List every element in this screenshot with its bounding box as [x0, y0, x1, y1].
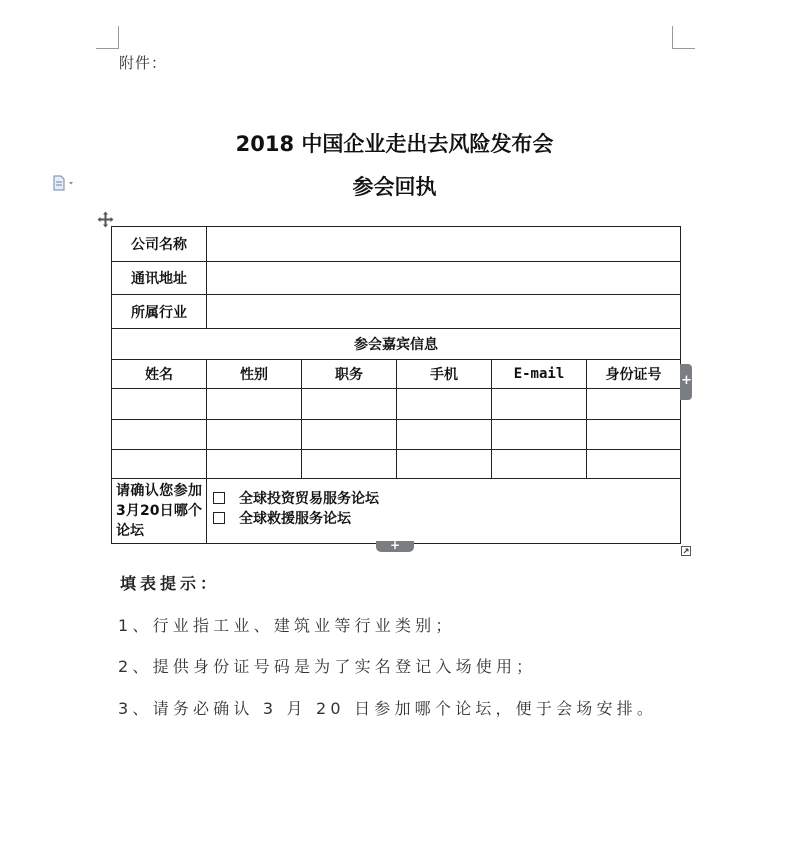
guest-cell[interactable]	[492, 420, 587, 450]
table-row	[112, 450, 681, 479]
guest-cell[interactable]	[112, 450, 207, 479]
page-corner-top-left	[96, 26, 119, 49]
column-header-name: 姓名	[112, 360, 207, 389]
plus-icon: +	[390, 538, 401, 552]
table-resize-icon[interactable]	[681, 541, 691, 551]
guest-cell[interactable]	[302, 450, 397, 479]
column-header-email: E-mail	[492, 360, 587, 389]
forum-option-investment[interactable]	[207, 489, 680, 509]
guest-cell[interactable]	[207, 389, 302, 420]
plus-icon: +	[681, 373, 692, 388]
forum-option-label: 全球投资贸易服务论坛	[239, 491, 379, 507]
attachment-label: 附件：	[119, 54, 168, 72]
guest-section-title: 参会嘉宾信息	[112, 329, 681, 360]
registration-form-table	[111, 226, 681, 544]
guest-cell[interactable]	[587, 450, 681, 479]
guest-cell[interactable]	[397, 389, 492, 420]
address-label: 通讯地址	[112, 262, 207, 295]
forum-option-label: 全球救援服务论坛	[239, 511, 351, 527]
industry-label: 所属行业	[112, 295, 207, 329]
guest-cell[interactable]	[207, 450, 302, 479]
guest-cell[interactable]	[302, 389, 397, 420]
document-subtitle: 参会回执	[352, 175, 437, 199]
column-header-id-number: 身份证号	[587, 360, 681, 389]
page-corner-top-right	[672, 26, 695, 49]
notes-title: 填表提示：	[120, 574, 221, 593]
guest-cell[interactable]	[492, 450, 587, 479]
guest-cell[interactable]	[207, 420, 302, 450]
guest-cell[interactable]	[492, 389, 587, 420]
column-header-position: 职务	[302, 360, 397, 389]
column-header-gender: 性别	[207, 360, 302, 389]
table-row	[112, 389, 681, 420]
company-name-label: 公司名称	[112, 227, 207, 262]
forum-option-rescue[interactable]	[207, 509, 680, 529]
add-column-button[interactable]	[376, 538, 414, 552]
guest-cell[interactable]	[112, 420, 207, 450]
forum-options-cell	[207, 479, 681, 544]
address-field[interactable]	[207, 262, 681, 295]
add-row-button[interactable]	[680, 364, 692, 400]
checkbox[interactable]	[213, 512, 225, 524]
document-title: 2018 中国企业走出去风险发布会	[235, 132, 554, 156]
note-item: 3、请务必确认 3 月 20 日参加哪个论坛，便于会场安排。	[118, 699, 658, 718]
guest-cell[interactable]	[302, 420, 397, 450]
guest-cell[interactable]	[397, 420, 492, 450]
industry-field[interactable]	[207, 295, 681, 329]
guest-cell[interactable]	[112, 389, 207, 420]
company-name-field[interactable]	[207, 227, 681, 262]
document-icon[interactable]	[52, 175, 76, 191]
guest-cell[interactable]	[397, 450, 492, 479]
table-row	[112, 420, 681, 450]
note-item: 2、提供身份证号码是为了实名登记入场使用；	[118, 657, 537, 676]
guest-cell[interactable]	[587, 420, 681, 450]
guest-cell[interactable]	[587, 389, 681, 420]
note-item: 1、行业指工业、建筑业等行业类别；	[118, 616, 456, 635]
column-header-mobile: 手机	[397, 360, 492, 389]
forum-confirm-label: 请确认您参加3月20日哪个论坛	[112, 479, 207, 544]
checkbox[interactable]	[213, 492, 225, 504]
